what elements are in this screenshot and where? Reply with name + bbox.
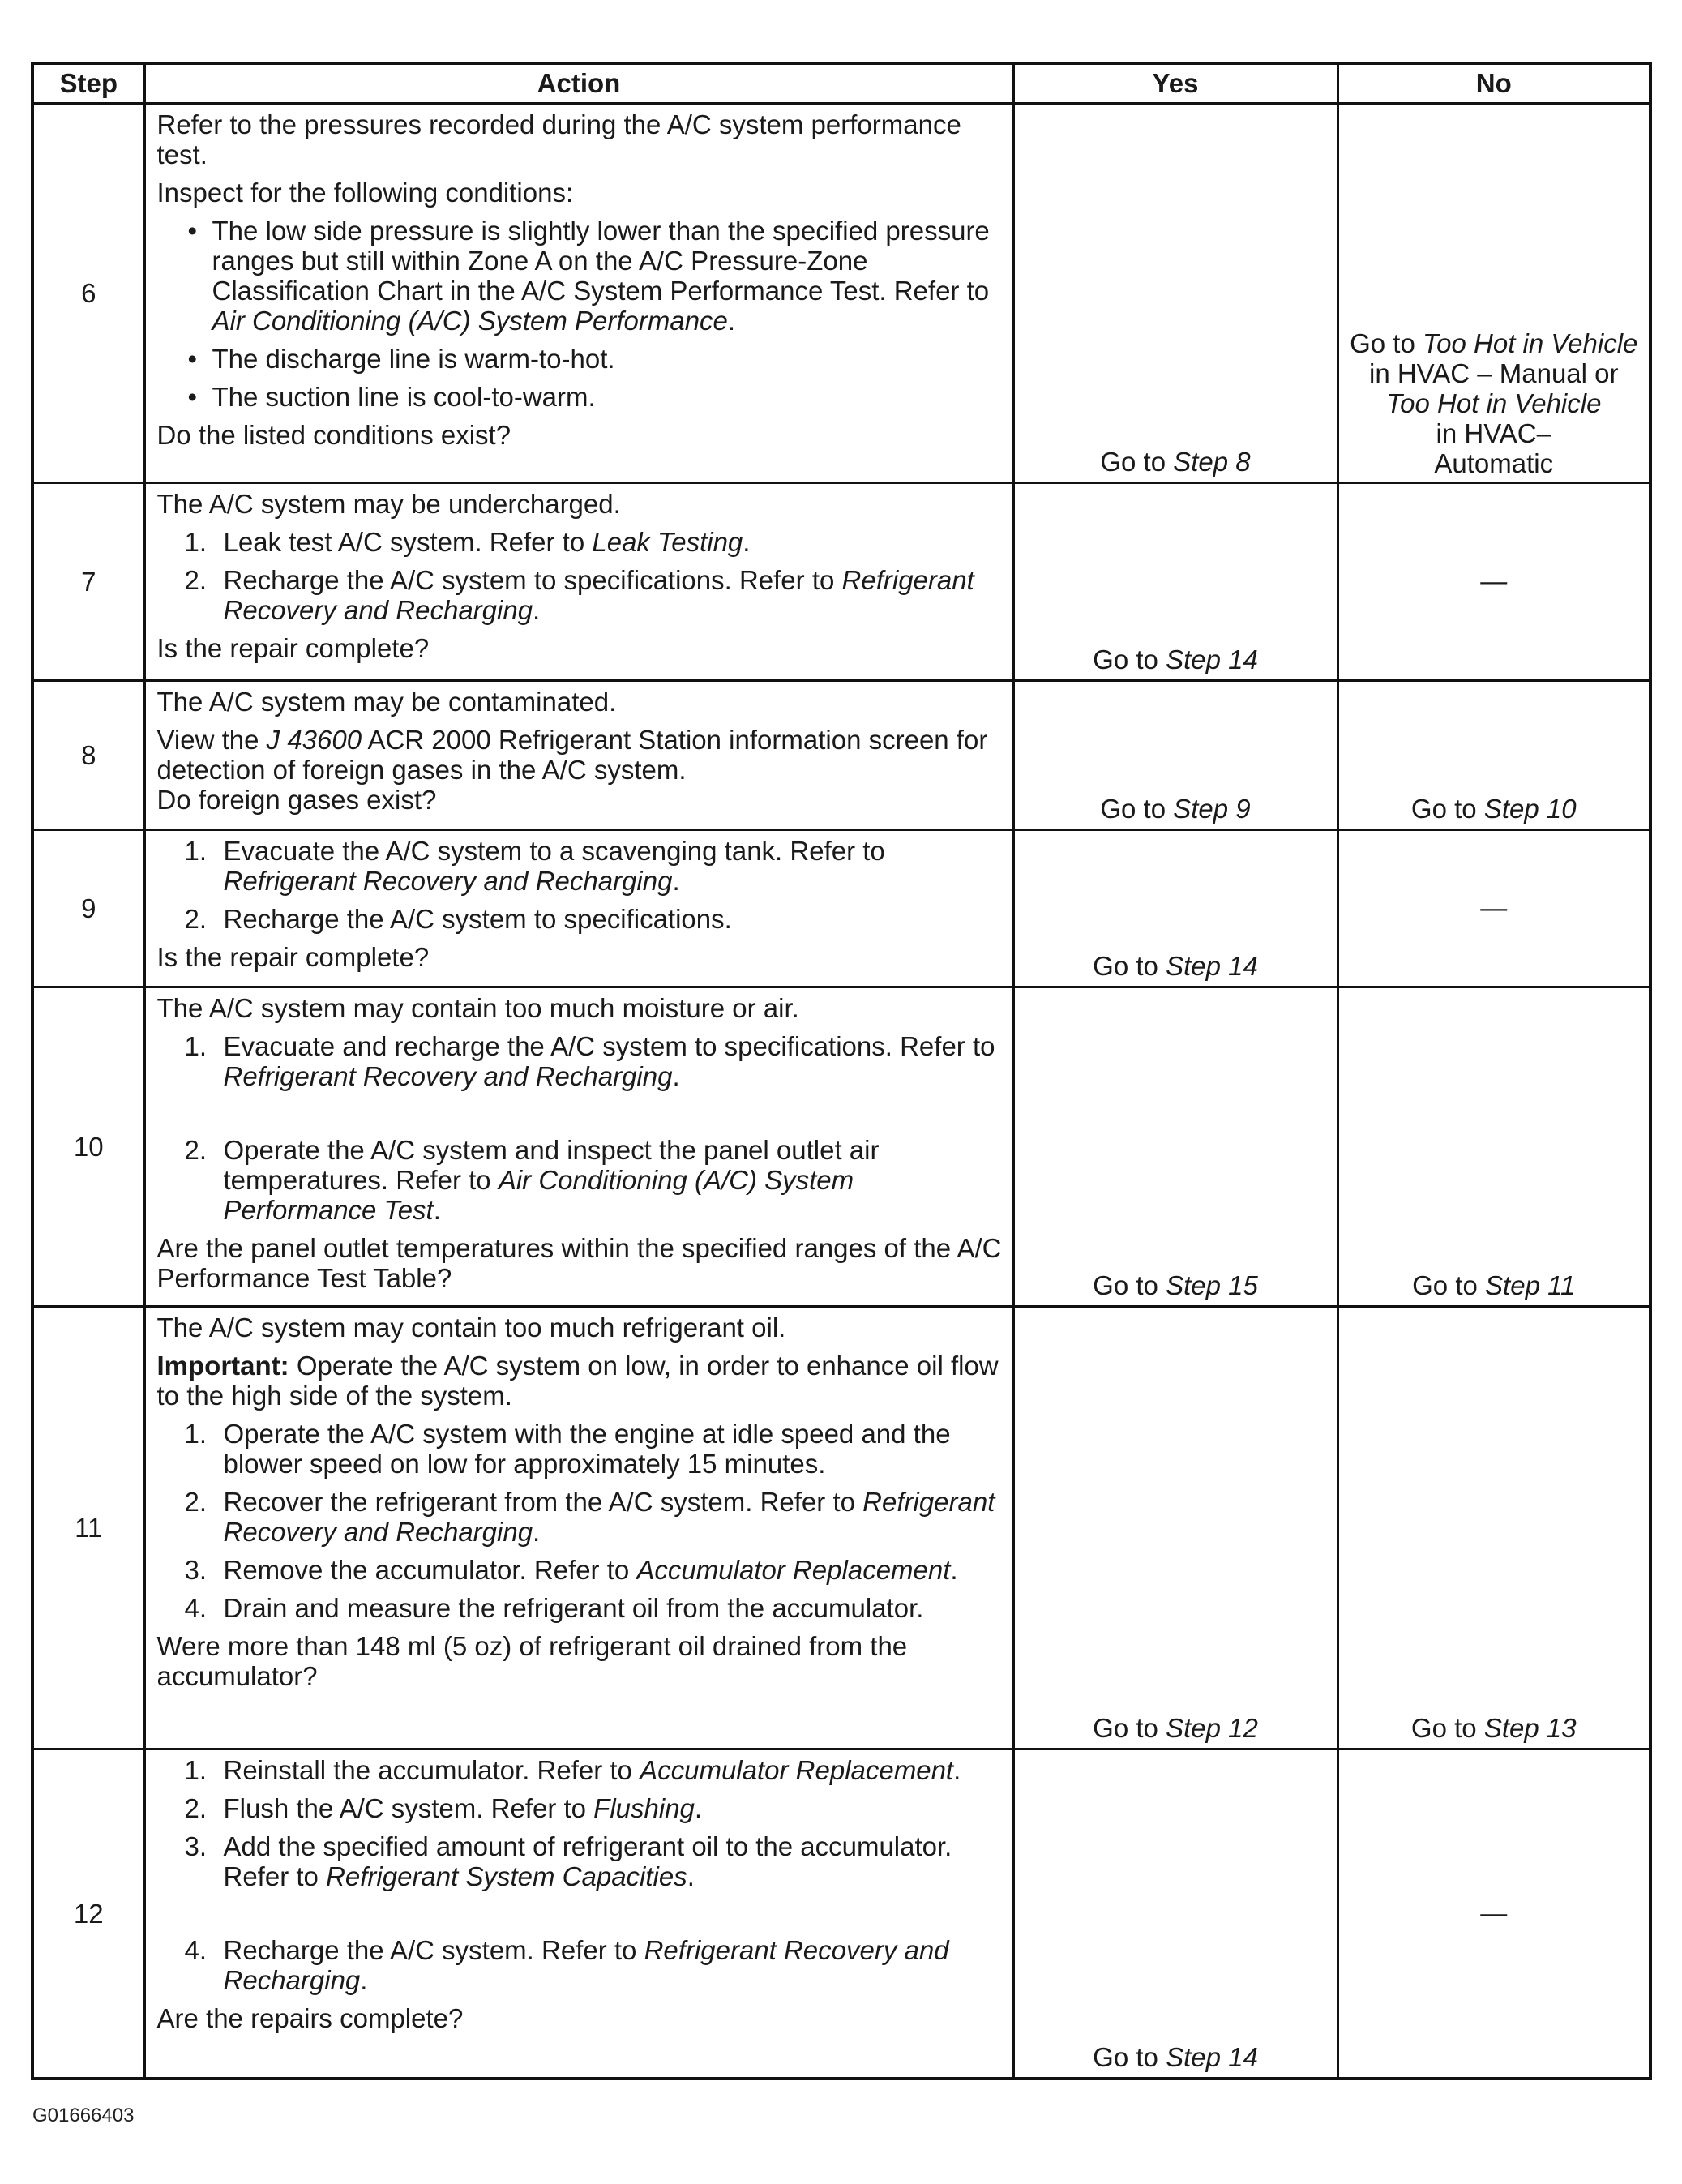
table-row-step-11	[32, 1307, 1650, 1749]
reference-link[interactable]: Accumulator Replacement	[640, 1755, 954, 1785]
list-item: • The suction line is cool-to-warm.	[212, 382, 1004, 412]
action-cell	[144, 483, 1013, 681]
reference-link[interactable]: Too Hot in Vehicle	[1423, 328, 1638, 358]
table-row-step-10	[32, 987, 1650, 1307]
step-link[interactable]: Step 9	[1173, 794, 1251, 824]
step-link[interactable]: Step 11	[1485, 1270, 1576, 1300]
action-question: Are the repairs complete?	[156, 2003, 464, 2033]
action-cell	[144, 681, 1013, 830]
list-item: 4. Recharge the A/C system. Refer to Refrigerant Recovery and Recharging.	[184, 1935, 949, 1995]
no-cell: —	[1337, 1749, 1650, 2079]
step-link[interactable]: Step 14	[1166, 951, 1258, 981]
no-cell: Go to Step 11	[1337, 987, 1650, 1307]
step-link[interactable]: Step 8	[1173, 447, 1251, 477]
no-cell: —	[1337, 483, 1650, 681]
yes-cell: Go to Step 15	[1013, 987, 1337, 1307]
list-item: 2. Operate the A/C system and inspect the panel outlet air temperatures. Refer to Air Conditioning (A/C) System Performance Test.	[184, 1135, 880, 1225]
step-number: 10	[32, 987, 144, 1307]
diagnostic-table	[31, 62, 1652, 2080]
reference-link[interactable]: Refrigerant Recovery and Recharging	[223, 866, 673, 896]
action-question: Is the repair complete?	[156, 633, 430, 663]
reference-link[interactable]: Refrigerant Recovery and Recharging	[223, 1487, 995, 1547]
table-row-step-6	[32, 104, 1650, 483]
list-item: • The low side pressure is slightly lower than the specified pressure ranges but still within Zone A on the A/C Pressure-Zone Classification Chart in the A/C System Performance Test. Refer to Air Conditioning (A/C) System Performance.	[212, 216, 1004, 336]
list-item: 1. Reinstall the accumulator. Refer to Accumulator Replacement.	[184, 1755, 961, 1785]
no-cell: —	[1337, 830, 1650, 987]
procedure-list	[157, 1755, 1004, 1995]
procedure-list	[157, 527, 1004, 625]
action-text: Inspect for the following conditions:	[156, 178, 574, 208]
step-number: 6	[32, 104, 144, 483]
reference-link[interactable]: Air Conditioning (A/C) System Performance Test	[223, 1165, 854, 1225]
condition-list	[157, 216, 1004, 412]
action-text: View the J 43600 ACR 2000 Refrigerant Station information screen for detection of foreign gases in the A/C system.	[156, 725, 988, 785]
header-step: Step	[32, 63, 144, 104]
step-number: 11	[32, 1307, 144, 1749]
reference-link[interactable]: Refrigerant Recovery and Recharging	[223, 565, 974, 625]
yes-cell: Go to Step 14	[1013, 483, 1337, 681]
action-text: The A/C system may be undercharged.	[156, 489, 621, 519]
list-item: 2. Flush the A/C system. Refer to Flushing.	[184, 1793, 703, 1823]
action-cell	[144, 1307, 1013, 1749]
tool-reference: J 43600	[266, 725, 362, 755]
list-item: 4. Drain and measure the refrigerant oil from the accumulator.	[184, 1593, 924, 1623]
step-number: 7	[32, 483, 144, 681]
action-cell	[144, 104, 1013, 483]
list-item: • The discharge line is warm-to-hot.	[212, 344, 1004, 374]
table-row-step-7	[32, 483, 1650, 681]
action-text: The A/C system may be contaminated.	[156, 687, 617, 717]
step-number: 9	[32, 830, 144, 987]
action-cell	[144, 987, 1013, 1307]
action-text: The A/C system may contain too much moisture or air.	[156, 993, 799, 1023]
header-row	[32, 63, 1650, 104]
step-link[interactable]: Step 14	[1166, 2041, 1258, 2072]
table-row-step-8	[32, 681, 1650, 830]
important-note: Important: Operate the A/C system on low, in order to enhance oil flow to the high side of the system.	[156, 1351, 999, 1411]
action-cell	[144, 830, 1013, 987]
figure-code: G01666403	[32, 2105, 135, 2126]
step-link[interactable]: Step 14	[1166, 644, 1258, 674]
list-item: 2. Recharge the A/C system to specifications.	[184, 904, 732, 934]
procedure-list	[157, 1419, 1004, 1623]
reference-link[interactable]: Air Conditioning (A/C) System Performance	[212, 306, 728, 336]
list-item: 1. Operate the A/C system with the engine at idle speed and the blower speed on low for approximately 15 minutes.	[184, 1419, 951, 1479]
list-item: 2. Recharge the A/C system to specifications. Refer to Refrigerant Recovery and Recharging.	[184, 565, 974, 625]
step-link[interactable]: Step 13	[1483, 1713, 1577, 1743]
reference-link[interactable]: Leak Testing	[592, 527, 743, 557]
action-question: Were more than 148 ml (5 oz) of refrigerant oil drained from the accumulator?	[156, 1631, 908, 1691]
reference-link[interactable]: Flushing	[593, 1793, 695, 1823]
no-text: in HVAC–	[1436, 418, 1551, 448]
step-link[interactable]: Step 12	[1166, 1713, 1258, 1743]
header-no: No	[1337, 63, 1650, 104]
action-question: Is the repair complete?	[156, 942, 430, 972]
yes-cell: Go to Step 14	[1013, 1749, 1337, 2079]
reference-link[interactable]: Refrigerant System Capacities	[326, 1861, 687, 1891]
no-text: in HVAC – Manual or	[1368, 358, 1619, 388]
list-item: 1. Evacuate and recharge the A/C system to specifications. Refer to Refrigerant Recovery and Recharging.	[184, 1031, 995, 1091]
step-number: 12	[32, 1749, 144, 2079]
yes-cell: Go to Step 14	[1013, 830, 1337, 987]
procedure-list	[157, 836, 1004, 934]
reference-link[interactable]: Refrigerant Recovery and Recharging	[223, 1935, 949, 1995]
action-text: The A/C system may contain too much refrigerant oil.	[156, 1313, 786, 1343]
list-item: 3. Remove the accumulator. Refer to Accumulator Replacement.	[184, 1555, 958, 1585]
procedure-list	[157, 1031, 1004, 1225]
no-cell: Go to Step 13	[1337, 1307, 1650, 1749]
list-item: 1. Evacuate the A/C system to a scavenging tank. Refer to Refrigerant Recovery and Recharging.	[184, 836, 885, 896]
action-text: Refer to the pressures recorded during the A/C system performance test.	[156, 109, 961, 169]
table-row-step-9	[32, 830, 1650, 987]
step-link[interactable]: Step 15	[1166, 1270, 1258, 1300]
no-text: Automatic	[1434, 448, 1554, 478]
list-item: 3. Add the specified amount of refrigerant oil to the accumulator. Refer to Refrigerant System Capacities.	[184, 1831, 952, 1891]
reference-link[interactable]: Too Hot in Vehicle	[1386, 388, 1602, 418]
yes-cell: Go to Step 9	[1013, 681, 1337, 830]
reference-link[interactable]: Refrigerant Recovery and Recharging	[223, 1061, 673, 1091]
step-number: 8	[32, 681, 144, 830]
table-row-step-12	[32, 1749, 1650, 2079]
action-cell	[144, 1749, 1013, 2079]
header-action: Action	[144, 63, 1013, 104]
yes-cell: Go to Step 12	[1013, 1307, 1337, 1749]
action-question: Are the panel outlet temperatures within the specified ranges of the A/C Performance Test Table?	[156, 1233, 1002, 1293]
no-cell: Go to Too Hot in Vehicle in HVAC – Manual or Too Hot in Vehicle in HVAC– Automatic	[1337, 104, 1650, 483]
list-item: 2. Recover the refrigerant from the A/C system. Refer to Refrigerant Recovery and Recharging.	[184, 1487, 995, 1547]
list-item: 1. Leak test A/C system. Refer to Leak Testing.	[184, 527, 751, 557]
header-yes: Yes	[1013, 63, 1337, 104]
reference-link[interactable]: Accumulator Replacement	[636, 1555, 951, 1585]
no-cell: Go to Step 10	[1337, 681, 1650, 830]
step-link[interactable]: Step 10	[1483, 794, 1577, 824]
action-question: Do the listed conditions exist?	[156, 420, 511, 450]
action-question: Do foreign gases exist?	[156, 785, 437, 815]
yes-cell: Go to Step 8	[1013, 104, 1337, 483]
